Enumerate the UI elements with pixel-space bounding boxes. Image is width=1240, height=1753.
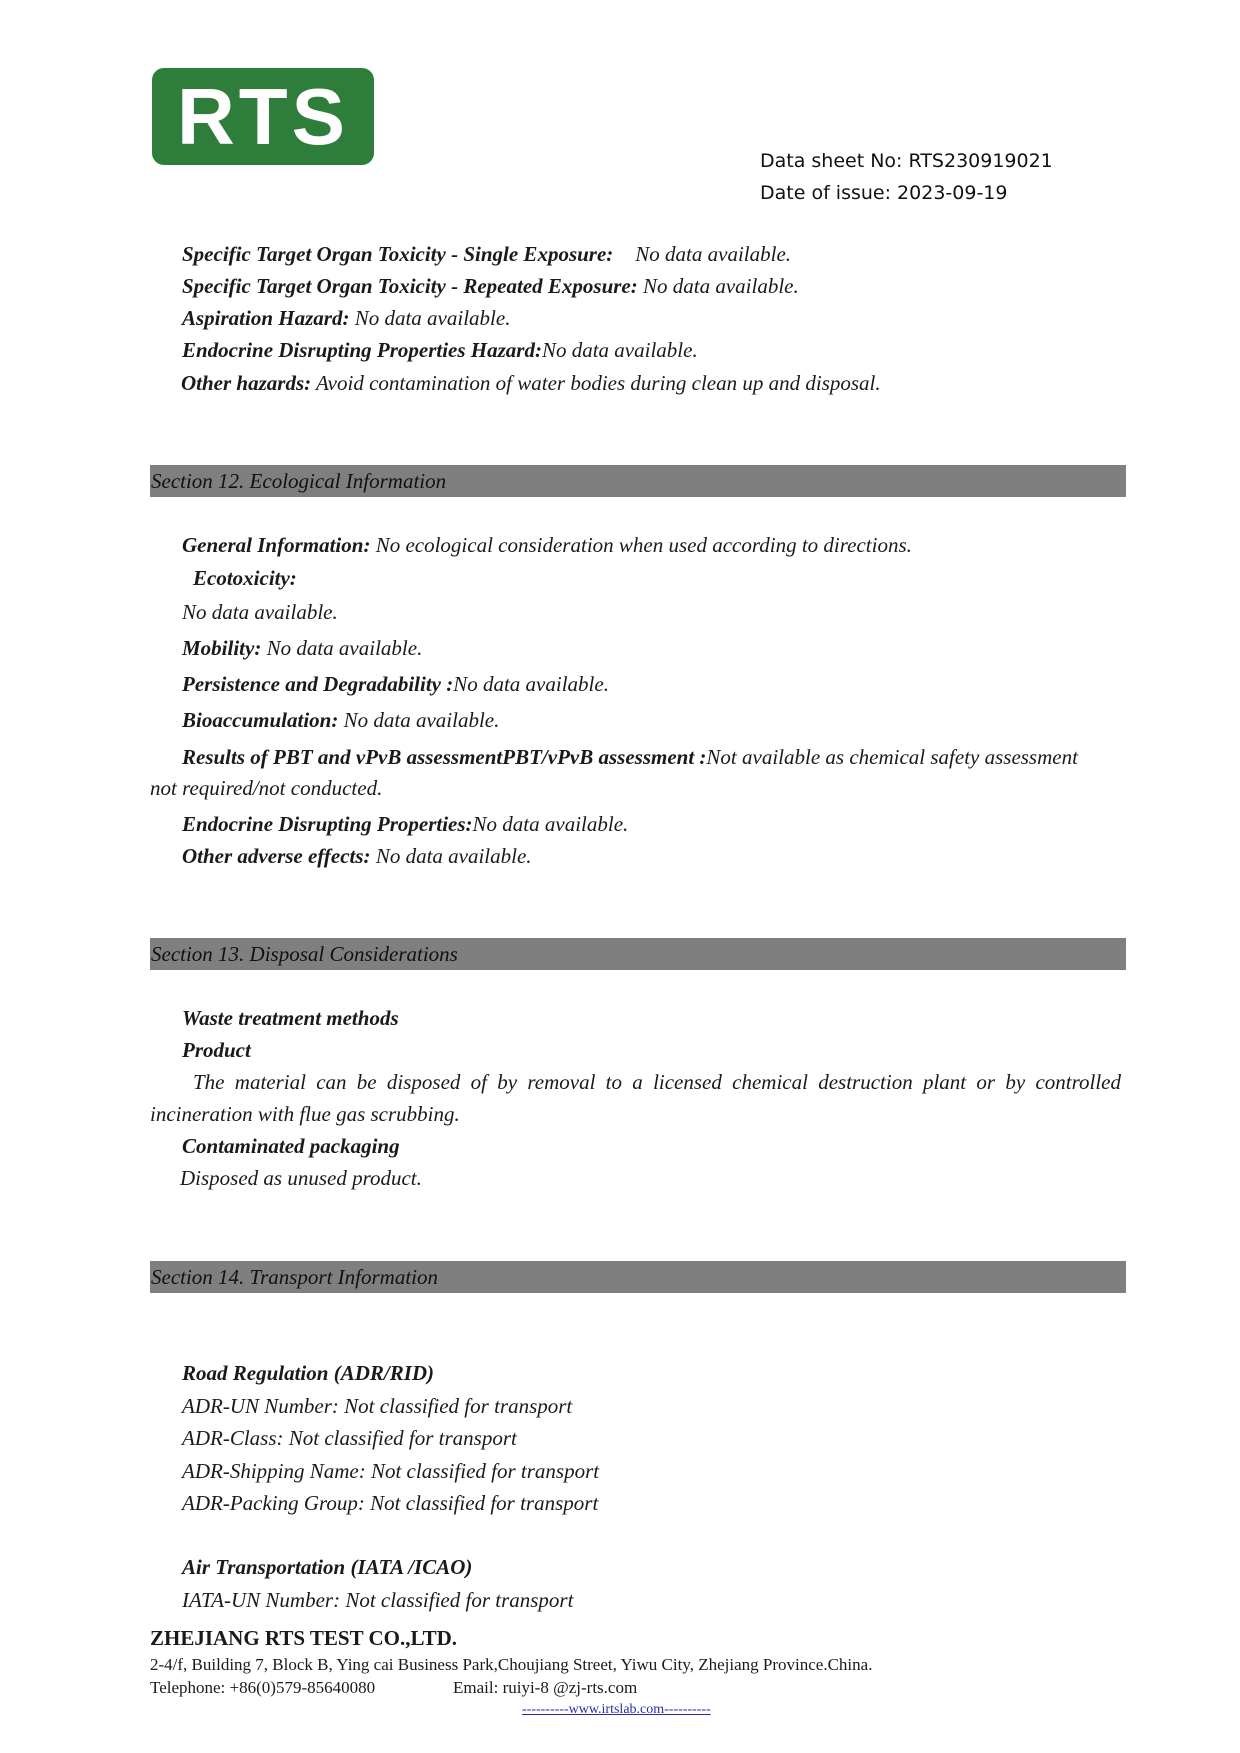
- contaminated-packaging-label: Contaminated packaging: [182, 1134, 400, 1158]
- other-hazards-label: Other hazards:: [181, 371, 312, 395]
- stot-single-label: Specific Target Organ Toxicity - Single Exposure:: [182, 242, 614, 266]
- road-regulation-heading: [182, 1361, 434, 1386]
- pbt-row: [182, 745, 1078, 770]
- aspiration-label: Aspiration Hazard:: [182, 306, 350, 330]
- stot-single-value: No data available.: [635, 242, 792, 266]
- bioaccumulation-row: [182, 708, 499, 733]
- product-text-line-2: incineration with flue gas scrubbing.: [150, 1102, 460, 1126]
- section-14-title: Section 14. Transport Information: [151, 1265, 439, 1289]
- persistence-value: No data available.: [453, 672, 609, 696]
- company-logo: [152, 68, 374, 165]
- contaminated-packaging-heading: [182, 1134, 400, 1159]
- endocrine-properties-label: Endocrine Disrupting Properties:: [182, 812, 473, 836]
- footer-address: 2-4/f, Building 7, Block B, Ying cai Business Park,Choujiang Street, Yiwu City, Zhejiang Province.China.: [150, 1655, 873, 1674]
- packaging-text: Disposed as unused product.: [180, 1166, 422, 1190]
- adverse-effects-label: Other adverse effects:: [182, 844, 371, 868]
- adr-class: ADR-Class: Not classified for transport: [182, 1426, 517, 1450]
- mobility-label: Mobility:: [182, 636, 262, 660]
- section-12-header: [150, 465, 1126, 497]
- date-of-issue: Date of issue: 2023-09-19: [760, 182, 1008, 204]
- stot-repeated-label: Specific Target Organ Toxicity - Repeated Exposure:: [182, 274, 638, 298]
- footer-telephone: Telephone: +86(0)579-85640080: [150, 1678, 376, 1697]
- pbt-value: Not available as chemical safety assessment: [706, 745, 1078, 769]
- footer-email: Email: ruiyi-8 @zj-rts.com: [453, 1678, 638, 1697]
- iata-un-number: IATA-UN Number: Not classified for transport: [182, 1588, 574, 1612]
- waste-treatment-heading: [182, 1006, 399, 1031]
- section-14-header: [150, 1261, 1126, 1293]
- endocrine-hazard-value: No data available.: [541, 338, 698, 362]
- air-transport-label: Air Transportation (IATA /ICAO): [182, 1555, 473, 1579]
- endocrine-properties-value: No data available.: [472, 812, 629, 836]
- air-transport-heading: [182, 1555, 472, 1580]
- stot-repeated-row: [182, 274, 799, 299]
- section-12-title: Section 12. Ecological Information: [151, 469, 447, 493]
- adr-packing-group: ADR-Packing Group: Not classified for transport: [182, 1491, 599, 1515]
- mobility-value: No data available.: [261, 636, 423, 660]
- section-13-header: [150, 938, 1126, 970]
- footer-company-name: ZHEJIANG RTS TEST CO.,LTD.: [150, 1626, 457, 1650]
- aspiration-value: No data available.: [349, 306, 511, 330]
- persistence-label: Persistence and Degradability :: [182, 672, 454, 696]
- bioaccumulation-label: Bioaccumulation:: [182, 708, 339, 732]
- waste-treatment-label: Waste treatment methods: [182, 1006, 399, 1030]
- aspiration-row: [182, 306, 510, 331]
- footer-website-link[interactable]: ----------www.irtslab.com----------: [522, 1702, 711, 1717]
- general-info-value: No ecological consideration when used according to directions.: [370, 533, 912, 557]
- road-regulation-label: Road Regulation (ADR/RID): [182, 1361, 435, 1385]
- stot-single-row: [182, 242, 791, 267]
- persistence-row: [182, 672, 609, 697]
- other-hazards-row: [181, 371, 881, 396]
- ecotoxicity-value: No data available.: [182, 600, 338, 624]
- endocrine-properties-row: [182, 812, 628, 837]
- bioaccumulation-value: No data available.: [338, 708, 500, 732]
- ecotoxicity-label: Ecotoxicity:: [193, 566, 297, 590]
- other-hazards-value: Avoid contamination of water bodies during clean up and disposal.: [311, 371, 881, 395]
- section-13-title: Section 13. Disposal Considerations: [151, 942, 458, 966]
- adverse-effects-value: No data available.: [370, 844, 532, 868]
- datasheet-number: Data sheet No: RTS230919021: [760, 150, 1053, 172]
- pbt-value-continued: not required/not conducted.: [150, 776, 383, 800]
- general-info-row: [182, 533, 912, 558]
- product-text-line-1: The material can be disposed of by removal to a licensed chemical destruction plant or by controlled: [193, 1070, 1121, 1094]
- endocrine-hazard-label: Endocrine Disrupting Properties Hazard:: [182, 338, 542, 362]
- adverse-effects-row: [182, 844, 532, 869]
- logo-text: RTS: [177, 71, 349, 161]
- general-info-label: General Information:: [182, 533, 371, 557]
- adr-shipping-name: ADR-Shipping Name: Not classified for transport: [182, 1459, 600, 1483]
- ecotoxicity-heading: [193, 566, 297, 591]
- endocrine-hazard-row: [182, 338, 698, 363]
- pbt-label: Results of PBT and vPvB assessmentPBT/vPvB assessment :: [182, 745, 707, 769]
- product-heading: [182, 1038, 251, 1063]
- stot-repeated-value: No data available.: [637, 274, 799, 298]
- mobility-row: [182, 636, 422, 661]
- product-label: Product: [182, 1038, 251, 1062]
- adr-un-number: ADR-UN Number: Not classified for transport: [182, 1394, 573, 1418]
